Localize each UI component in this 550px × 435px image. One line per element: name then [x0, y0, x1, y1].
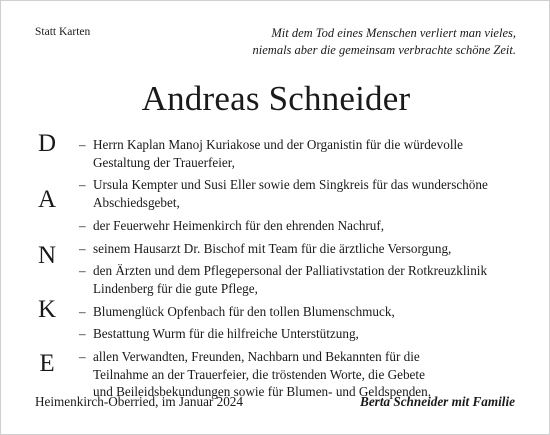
thanks-item — [79, 136, 534, 171]
dash-marker: – — [79, 303, 86, 319]
motto-line: niemals aber die gemeinsam verbrachte schöne Zeit. — [252, 43, 516, 57]
motto-quote — [226, 25, 516, 59]
thanks-line: seinem Hausarzt Dr. Bischof mit Team für die ärztliche Versorgung, — [93, 240, 452, 256]
thanks-line: allen Verwandten, Freunden, Nachbarn und Bekannten für die — [93, 349, 420, 365]
thanks-line: den Ärzten und dem Pflegepersonal der Palliativstation der Rotkreuzklinik — [93, 263, 488, 279]
place-date: Heimenkirch-Oberried, im Januar 2024 — [35, 394, 243, 409]
thanks-line: Blumenglück Opfenbach für den tollen Blumenschmuck, — [93, 303, 395, 319]
danke-letter: E — [39, 350, 55, 377]
danke-letter: A — [37, 186, 57, 213]
thanks-item — [79, 262, 534, 297]
dash-marker: – — [79, 263, 86, 279]
thanks-line: Bestattung Wurm für die hilfreiche Unterstützung, — [93, 326, 359, 342]
thanks-item — [79, 240, 534, 258]
thanks-line: und Beileidsbekundungen sowie für Blumen- und Geldspenden. — [93, 384, 432, 400]
dash-marker: – — [79, 326, 86, 342]
thanks-line: Herrn Kaplan Manoj Kuriakose und der Organistin für die würdevolle — [93, 137, 464, 152]
danke-letter: K — [37, 296, 57, 323]
thanks-line: der Feuerwehr Heimenkirch für den ehrenden Nachruf, — [93, 217, 385, 233]
dash-marker: – — [79, 217, 86, 233]
thanks-item — [79, 176, 534, 211]
deceased-name: Andreas Schneider — [141, 79, 411, 118]
dash-marker: – — [79, 240, 86, 256]
signature: Berta Schneider mit Familie — [360, 394, 515, 409]
danke-letter: N — [37, 242, 57, 269]
thanks-list — [79, 136, 534, 406]
motto-line: Mit dem Tod eines Menschen verliert man vieles, — [271, 26, 516, 40]
thanks-line: Teilnahme an der Trauerfeier, die tröstenden Worte, die Gebete — [93, 366, 425, 382]
thanks-line: Abschiedsgebet, — [93, 194, 180, 210]
thanks-item — [79, 303, 534, 321]
danke-letter: D — [37, 130, 57, 157]
dash-marker: – — [79, 137, 86, 152]
thanks-line: Ursula Kempter und Susi Eller sowie dem Singkreis für das wunderschöne — [93, 177, 488, 193]
thanks-item — [79, 325, 534, 343]
thanks-item — [79, 217, 534, 235]
statt-karten-note: Statt Karten — [35, 26, 91, 38]
thanks-line: Gestaltung der Trauerfeier, — [93, 154, 235, 170]
dash-marker: – — [79, 177, 86, 193]
dash-marker: – — [79, 349, 86, 365]
thanks-line: Lindenberg für die gute Pflege, — [93, 280, 258, 296]
